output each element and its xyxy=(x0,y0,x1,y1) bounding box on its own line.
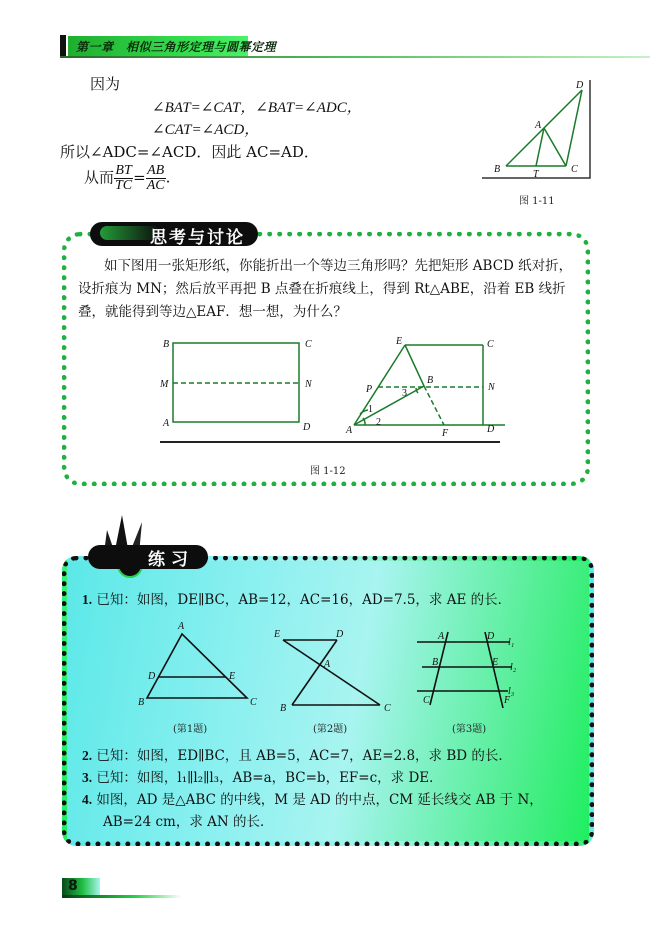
figure-1-11-caption: 图 1-11 xyxy=(519,196,555,207)
svg-text:D: D xyxy=(576,80,584,91)
svg-text:B: B xyxy=(427,375,434,386)
page-number: 8 xyxy=(68,878,78,894)
think-discuss-title: 思考与讨论 xyxy=(150,228,245,248)
svg-text:3: 3 xyxy=(402,388,407,399)
svg-text:l₂: l₂ xyxy=(510,662,517,673)
exercise-fig3-caption: (第3题) xyxy=(452,724,487,735)
svg-text:C: C xyxy=(423,695,430,706)
svg-text:C: C xyxy=(571,164,578,175)
proof-line-4: 所以∠ADC=∠ACD．因此 AC=AD． xyxy=(60,143,319,161)
svg-text:C: C xyxy=(384,703,391,714)
svg-text:B: B xyxy=(280,703,287,714)
exercise-q4: 4. 如图，AD 是△ABC 的中线，M 是 AD 的中点，CM 延长线交 AB 于 N， xyxy=(82,792,543,808)
exercise-q2: 2. 已知：如图，ED∥BC，且 AB=5，AC=7，AE=2.8，求 BD 的长． xyxy=(82,748,512,764)
svg-text:B: B xyxy=(432,657,439,668)
think-discuss-paragraph: 如下图用一张矩形纸，你能折出一个等边三角形吗？先把矩形 ABCD 纸对折，设折痕为 MN；然后放平再把 B 点叠在折痕线上，得到 Rt△ABE，沿着 EB 线折叠，就能得到等边△EAF．想一想，为什么？ xyxy=(78,258,573,320)
svg-text:T: T xyxy=(533,169,539,180)
svg-text:N: N xyxy=(305,379,312,390)
svg-text:D: D xyxy=(336,629,344,640)
proof-prefix: 从而 xyxy=(84,168,115,187)
svg-text:B: B xyxy=(494,164,501,175)
proof-line-2: ∠BAT=∠CAT，∠BAT=∠ADC， xyxy=(152,100,362,116)
header-bar-marker xyxy=(60,35,66,57)
svg-text:E: E xyxy=(229,671,236,682)
svg-text:E: E xyxy=(274,629,281,640)
svg-text:E: E xyxy=(492,657,499,668)
svg-text:F: F xyxy=(442,428,449,439)
fraction-bt-tc: $\frac{BT}{TC}$ xyxy=(115,163,133,193)
svg-text:P: P xyxy=(366,384,373,395)
svg-text:N: N xyxy=(488,382,495,393)
svg-text:A: A xyxy=(438,631,445,642)
svg-text:F: F xyxy=(504,695,511,706)
svg-text:E: E xyxy=(396,336,403,347)
svg-text:A: A xyxy=(163,418,170,429)
exercise-q3: 3. 已知：如图，l₁∥l₂∥l₃，AB=a，BC=b，EF=c，求 DE． xyxy=(82,770,443,786)
svg-text:C: C xyxy=(487,339,494,350)
fraction-ab-ac: $\frac{AB}{AC}$ xyxy=(146,163,165,193)
exercise-figures xyxy=(130,615,530,720)
exercise-fig1-caption: (第1题) xyxy=(173,724,208,735)
svg-text:C: C xyxy=(250,697,257,708)
exercise-q4-cont: AB=24 cm，求 AN 的长． xyxy=(103,814,274,830)
proof-line-3: ∠CAT=∠ACD， xyxy=(152,122,260,138)
svg-text:1: 1 xyxy=(368,404,373,415)
svg-text:l₃: l₃ xyxy=(508,686,515,697)
svg-text:2: 2 xyxy=(376,417,381,428)
svg-text:A: A xyxy=(346,425,353,436)
exercise-title: 练习 xyxy=(148,550,194,570)
svg-text:D: D xyxy=(487,424,495,435)
svg-text:D: D xyxy=(487,631,495,642)
svg-text:A: A xyxy=(324,659,331,670)
svg-text:l₁: l₁ xyxy=(508,637,515,648)
chapter-title: 第一章 相似三角形定理与圆幂定理 xyxy=(76,40,277,54)
svg-text:B: B xyxy=(138,697,145,708)
exercise-q1: 1. 已知：如图，DE∥BC，AB=12，AC=16，AD=7.5，求 AE 的长． xyxy=(82,592,512,608)
svg-text:D: D xyxy=(303,422,311,433)
header-rule xyxy=(60,56,650,58)
figure-1-12-caption: 图 1-12 xyxy=(310,466,346,477)
svg-text:A: A xyxy=(535,120,542,131)
svg-text:A: A xyxy=(178,621,185,632)
proof-line-1: 因为 xyxy=(90,75,121,93)
footer-rule xyxy=(62,895,182,898)
svg-text:B: B xyxy=(163,339,170,350)
svg-text:M: M xyxy=(160,379,169,390)
svg-text:C: C xyxy=(305,339,312,350)
svg-text:D: D xyxy=(148,671,156,682)
proof-line-5: 从而 $\frac{BT}{TC}$ = $\frac{AB}{AC}$ . xyxy=(84,163,171,193)
figure-1-11 xyxy=(478,78,598,183)
exercise-fig2-caption: (第2题) xyxy=(313,724,348,735)
figure-1-12 xyxy=(150,330,505,445)
